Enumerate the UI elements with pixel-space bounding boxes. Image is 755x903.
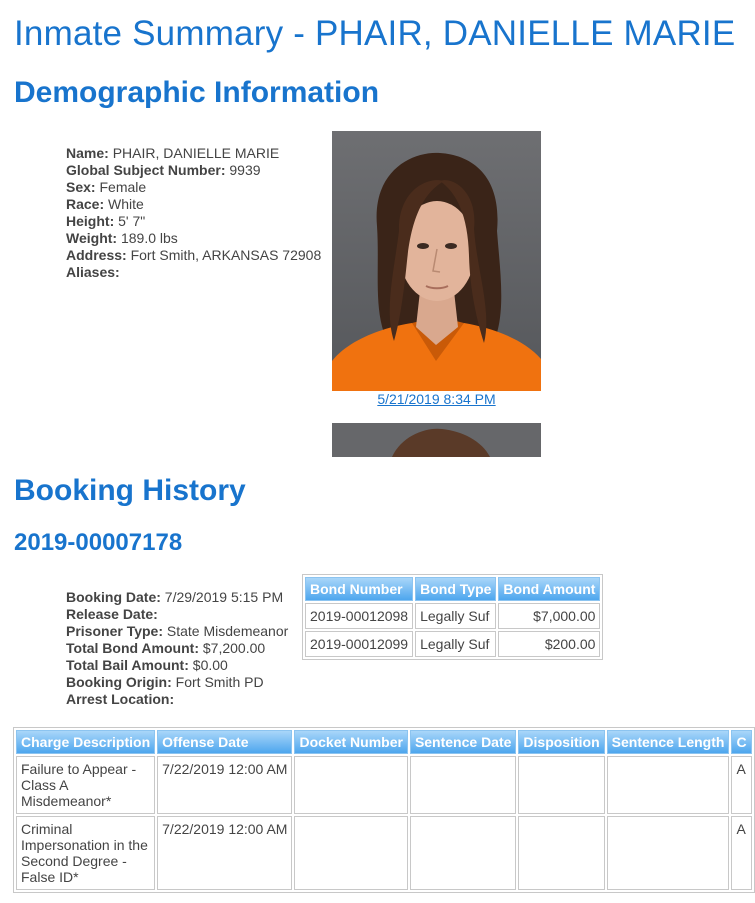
disposition-cell (518, 756, 604, 814)
field-prisoner-type: Prisoner Type: State Misdemeanor (66, 623, 289, 639)
bond-type-header[interactable]: Bond Type (415, 577, 496, 601)
booking-number: 2019-00007178 (14, 529, 183, 556)
field-height: Height: 5' 7" (66, 213, 146, 229)
docket-number-cell (294, 756, 407, 814)
charge-description-cell: Failure to Appear - Class A Misdemeanor* (16, 756, 155, 814)
bond-amount-header[interactable]: Bond Amount (498, 577, 600, 601)
table-row (16, 756, 752, 814)
bond-amount-cell: $200.00 (498, 631, 600, 657)
charge-description-header[interactable]: Charge Description (16, 730, 155, 754)
charges-table (13, 727, 755, 893)
offense-date-cell: 7/22/2019 12:00 AM (157, 756, 292, 814)
charge-extra-header[interactable]: C (731, 730, 751, 754)
sentence-date-cell (410, 816, 516, 890)
field-total-bail-amount: Total Bail Amount: $0.00 (66, 657, 228, 673)
docket-number-cell (294, 816, 407, 890)
booking-history-heading: Booking History (14, 474, 246, 507)
sentence-date-header[interactable]: Sentence Date (410, 730, 516, 754)
field-aliases: Aliases: (66, 264, 120, 280)
page-title: Inmate Summary - PHAIR, DANIELLE MARIE (14, 14, 736, 53)
field-total-bond-amount: Total Bond Amount: $7,200.00 (66, 640, 266, 656)
sentence-length-cell (607, 816, 730, 890)
field-race: Race: White (66, 196, 144, 212)
bond-type-cell: Legally Suf (415, 631, 496, 657)
field-name: Name: PHAIR, DANIELLE MARIE (66, 145, 280, 161)
field-global-subject-number: Global Subject Number: 9939 (66, 162, 261, 178)
bond-amount-cell: $7,000.00 (498, 603, 600, 629)
demographic-heading: Demographic Information (14, 76, 380, 109)
offense-date-cell: 7/22/2019 12:00 AM (157, 816, 292, 890)
field-arrest-location: Arrest Location: (66, 691, 175, 707)
sentence-date-cell (410, 756, 516, 814)
field-sex: Sex: Female (66, 179, 147, 195)
charge-extra-cell: A (731, 816, 751, 890)
sentence-length-cell (607, 756, 730, 814)
sentence-length-header[interactable]: Sentence Length (607, 730, 730, 754)
charge-description-cell: Criminal Impersonation in the Second Degree - False ID* (16, 816, 155, 890)
field-release-date: Release Date: (66, 606, 158, 622)
table-row (16, 816, 752, 890)
photo-date-link[interactable]: 5/21/2019 8:34 PM (377, 391, 496, 407)
bond-number-cell: 2019-00012098 (305, 603, 413, 629)
disposition-header[interactable]: Disposition (518, 730, 604, 754)
field-booking-origin: Booking Origin: Fort Smith PD (66, 674, 264, 690)
bond-number-header[interactable]: Bond Number (305, 577, 413, 601)
field-weight: Weight: 189.0 lbs (66, 230, 178, 246)
disposition-cell (518, 816, 604, 890)
field-booking-date: Booking Date: 7/29/2019 5:15 PM (66, 589, 284, 605)
bond-type-cell: Legally Suf (415, 603, 496, 629)
docket-number-header[interactable]: Docket Number (294, 730, 407, 754)
bond-number-cell: 2019-00012099 (305, 631, 413, 657)
charge-extra-cell: A (731, 756, 751, 814)
charges-header-row (16, 730, 752, 754)
field-address: Address: Fort Smith, ARKANSAS 72908 (66, 247, 322, 263)
offense-date-header[interactable]: Offense Date (157, 730, 292, 754)
